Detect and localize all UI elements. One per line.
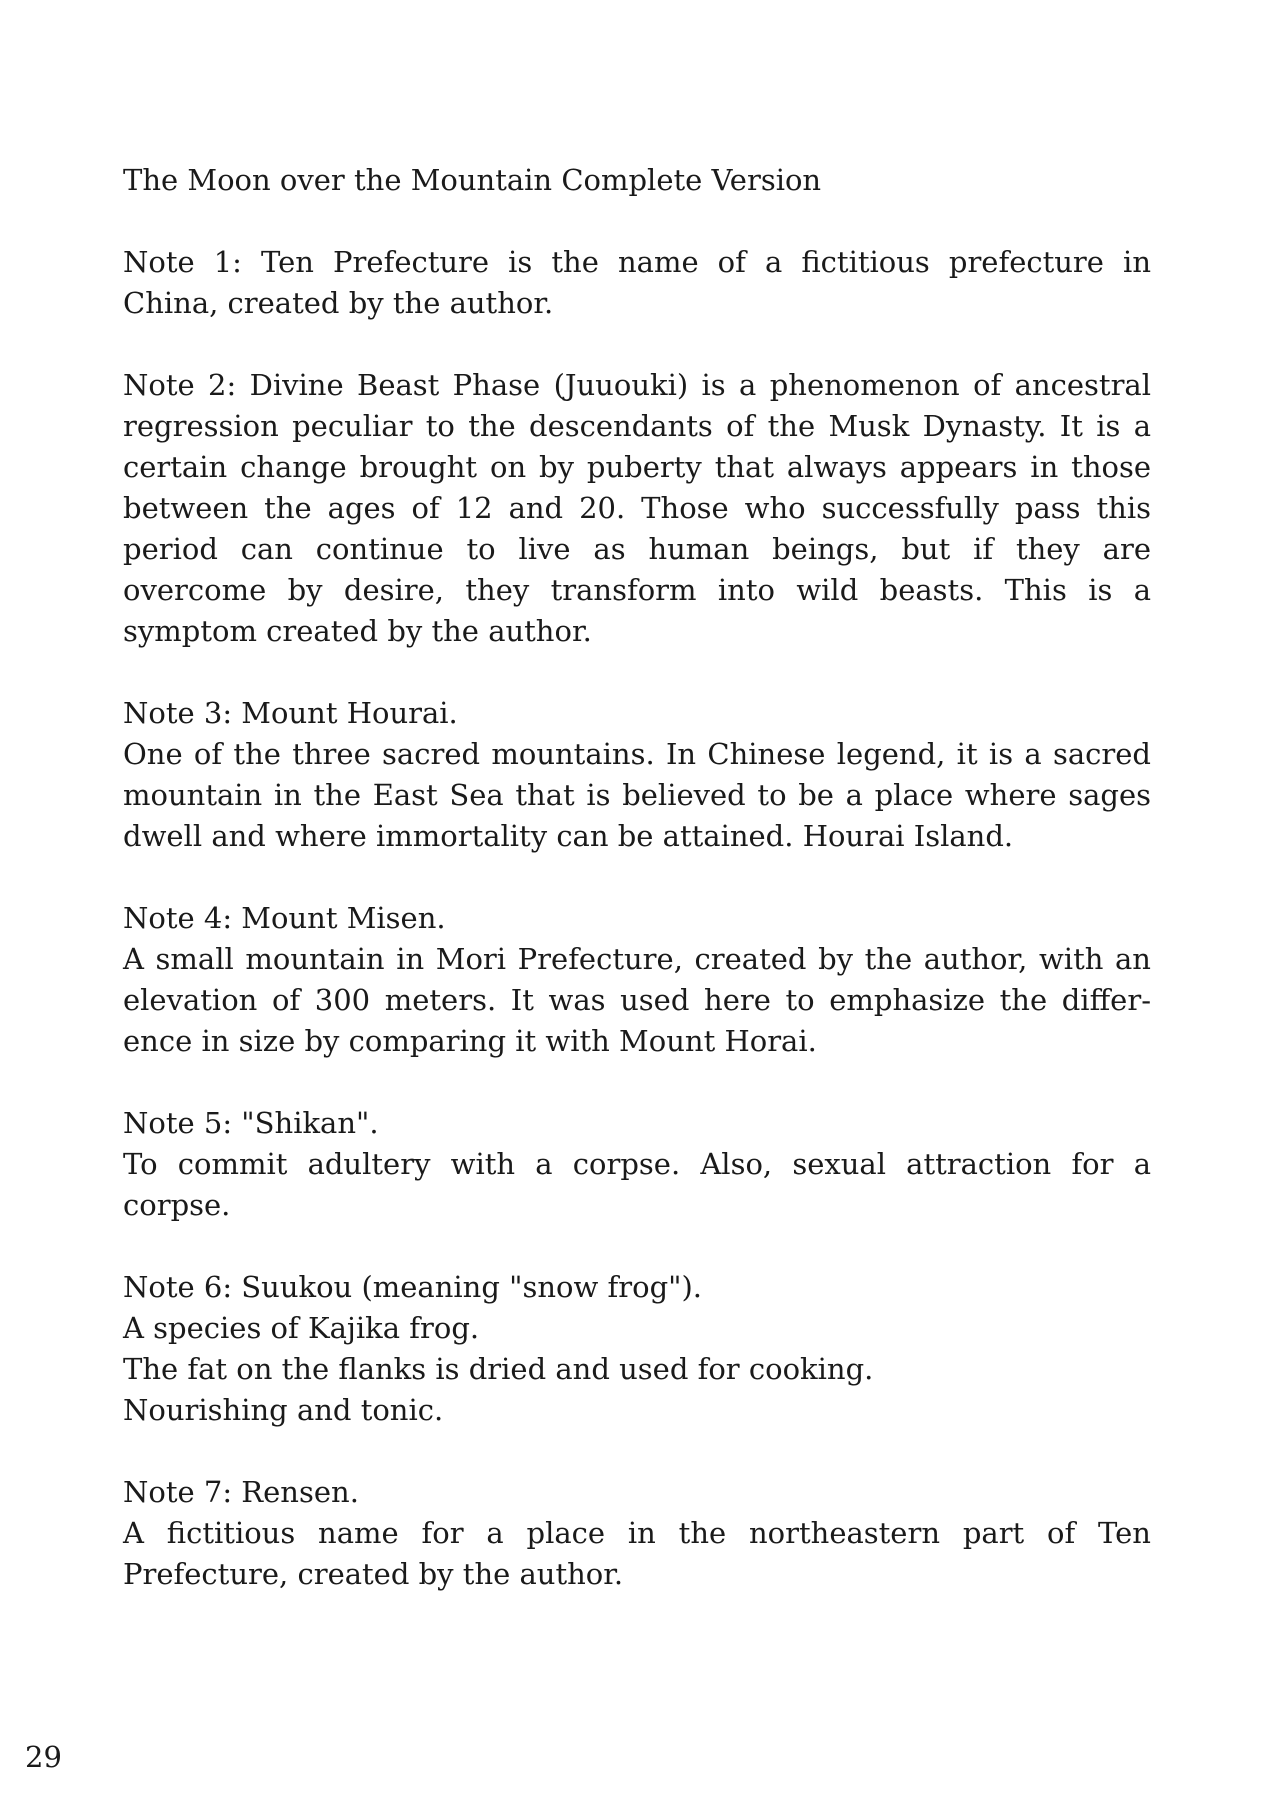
note-line: Note 7: Rensen.	[123, 1475, 359, 1509]
notes-list	[123, 242, 1151, 1595]
note-line: Note 6: Suukou (meaning "snow frog").	[123, 1270, 703, 1304]
page-content	[123, 160, 1151, 1595]
note-line: Nourishing and tonic.	[123, 1393, 444, 1427]
note-line: regression peculiar to the descendants of the Musk Dynasty. It is a	[123, 409, 1151, 443]
note-1	[123, 242, 1151, 324]
note-line: A species of Kajika frog.	[123, 1311, 480, 1345]
document-title: The Moon over the Mountain Complete Version	[123, 163, 822, 197]
note-line: ence in size by comparing it with Mount Horai.	[123, 1024, 817, 1058]
note-line: One of the three sacred mountains. In Chinese legend, it is a sacred	[123, 737, 1151, 771]
note-line: certain change brought on by puberty that always appears in those	[123, 450, 1151, 484]
page-number: 29	[25, 1740, 62, 1774]
note-line: period can continue to live as human beings, but if they are	[123, 532, 1151, 566]
note-line: Note 4: Mount Misen.	[123, 901, 446, 935]
note-line: Note 2: Divine Beast Phase (Juuouki) is a phenomenon of ancestral	[123, 368, 1151, 402]
note-line: Note 5: "Shikan".	[123, 1106, 379, 1140]
note-line: elevation of 300 meters. It was used here to emphasize the differ-	[123, 983, 1151, 1017]
note-4	[123, 898, 1151, 1062]
note-2	[123, 365, 1151, 652]
note-line: A fictitious name for a place in the northeastern part of Ten	[123, 1516, 1151, 1550]
note-line: corpse.	[123, 1188, 231, 1222]
note-7	[123, 1472, 1151, 1595]
note-line: symptom created by the author.	[123, 614, 592, 648]
note-6	[123, 1267, 1151, 1431]
note-line: A small mountain in Mori Prefecture, created by the author, with an	[123, 942, 1151, 976]
note-3	[123, 693, 1151, 857]
note-5	[123, 1103, 1151, 1226]
note-line: Prefecture, created by the author.	[123, 1557, 624, 1591]
note-line: mountain in the East Sea that is believed to be a place where sages	[123, 778, 1151, 812]
note-line: To commit adultery with a corpse. Also, sexual attraction for a	[123, 1147, 1151, 1181]
note-line: The fat on the flanks is dried and used for cooking.	[123, 1352, 874, 1386]
note-line: overcome by desire, they transform into wild beasts. This is a	[123, 573, 1151, 607]
note-line: China, created by the author.	[123, 286, 554, 320]
note-line: dwell and where immortality can be attained. Hourai Island.	[123, 819, 1014, 853]
note-line: Note 3: Mount Hourai.	[123, 696, 458, 730]
note-line: between the ages of 12 and 20. Those who successfully pass this	[123, 491, 1151, 525]
note-line: Note 1: Ten Prefecture is the name of a fictitious prefecture in	[123, 245, 1151, 279]
